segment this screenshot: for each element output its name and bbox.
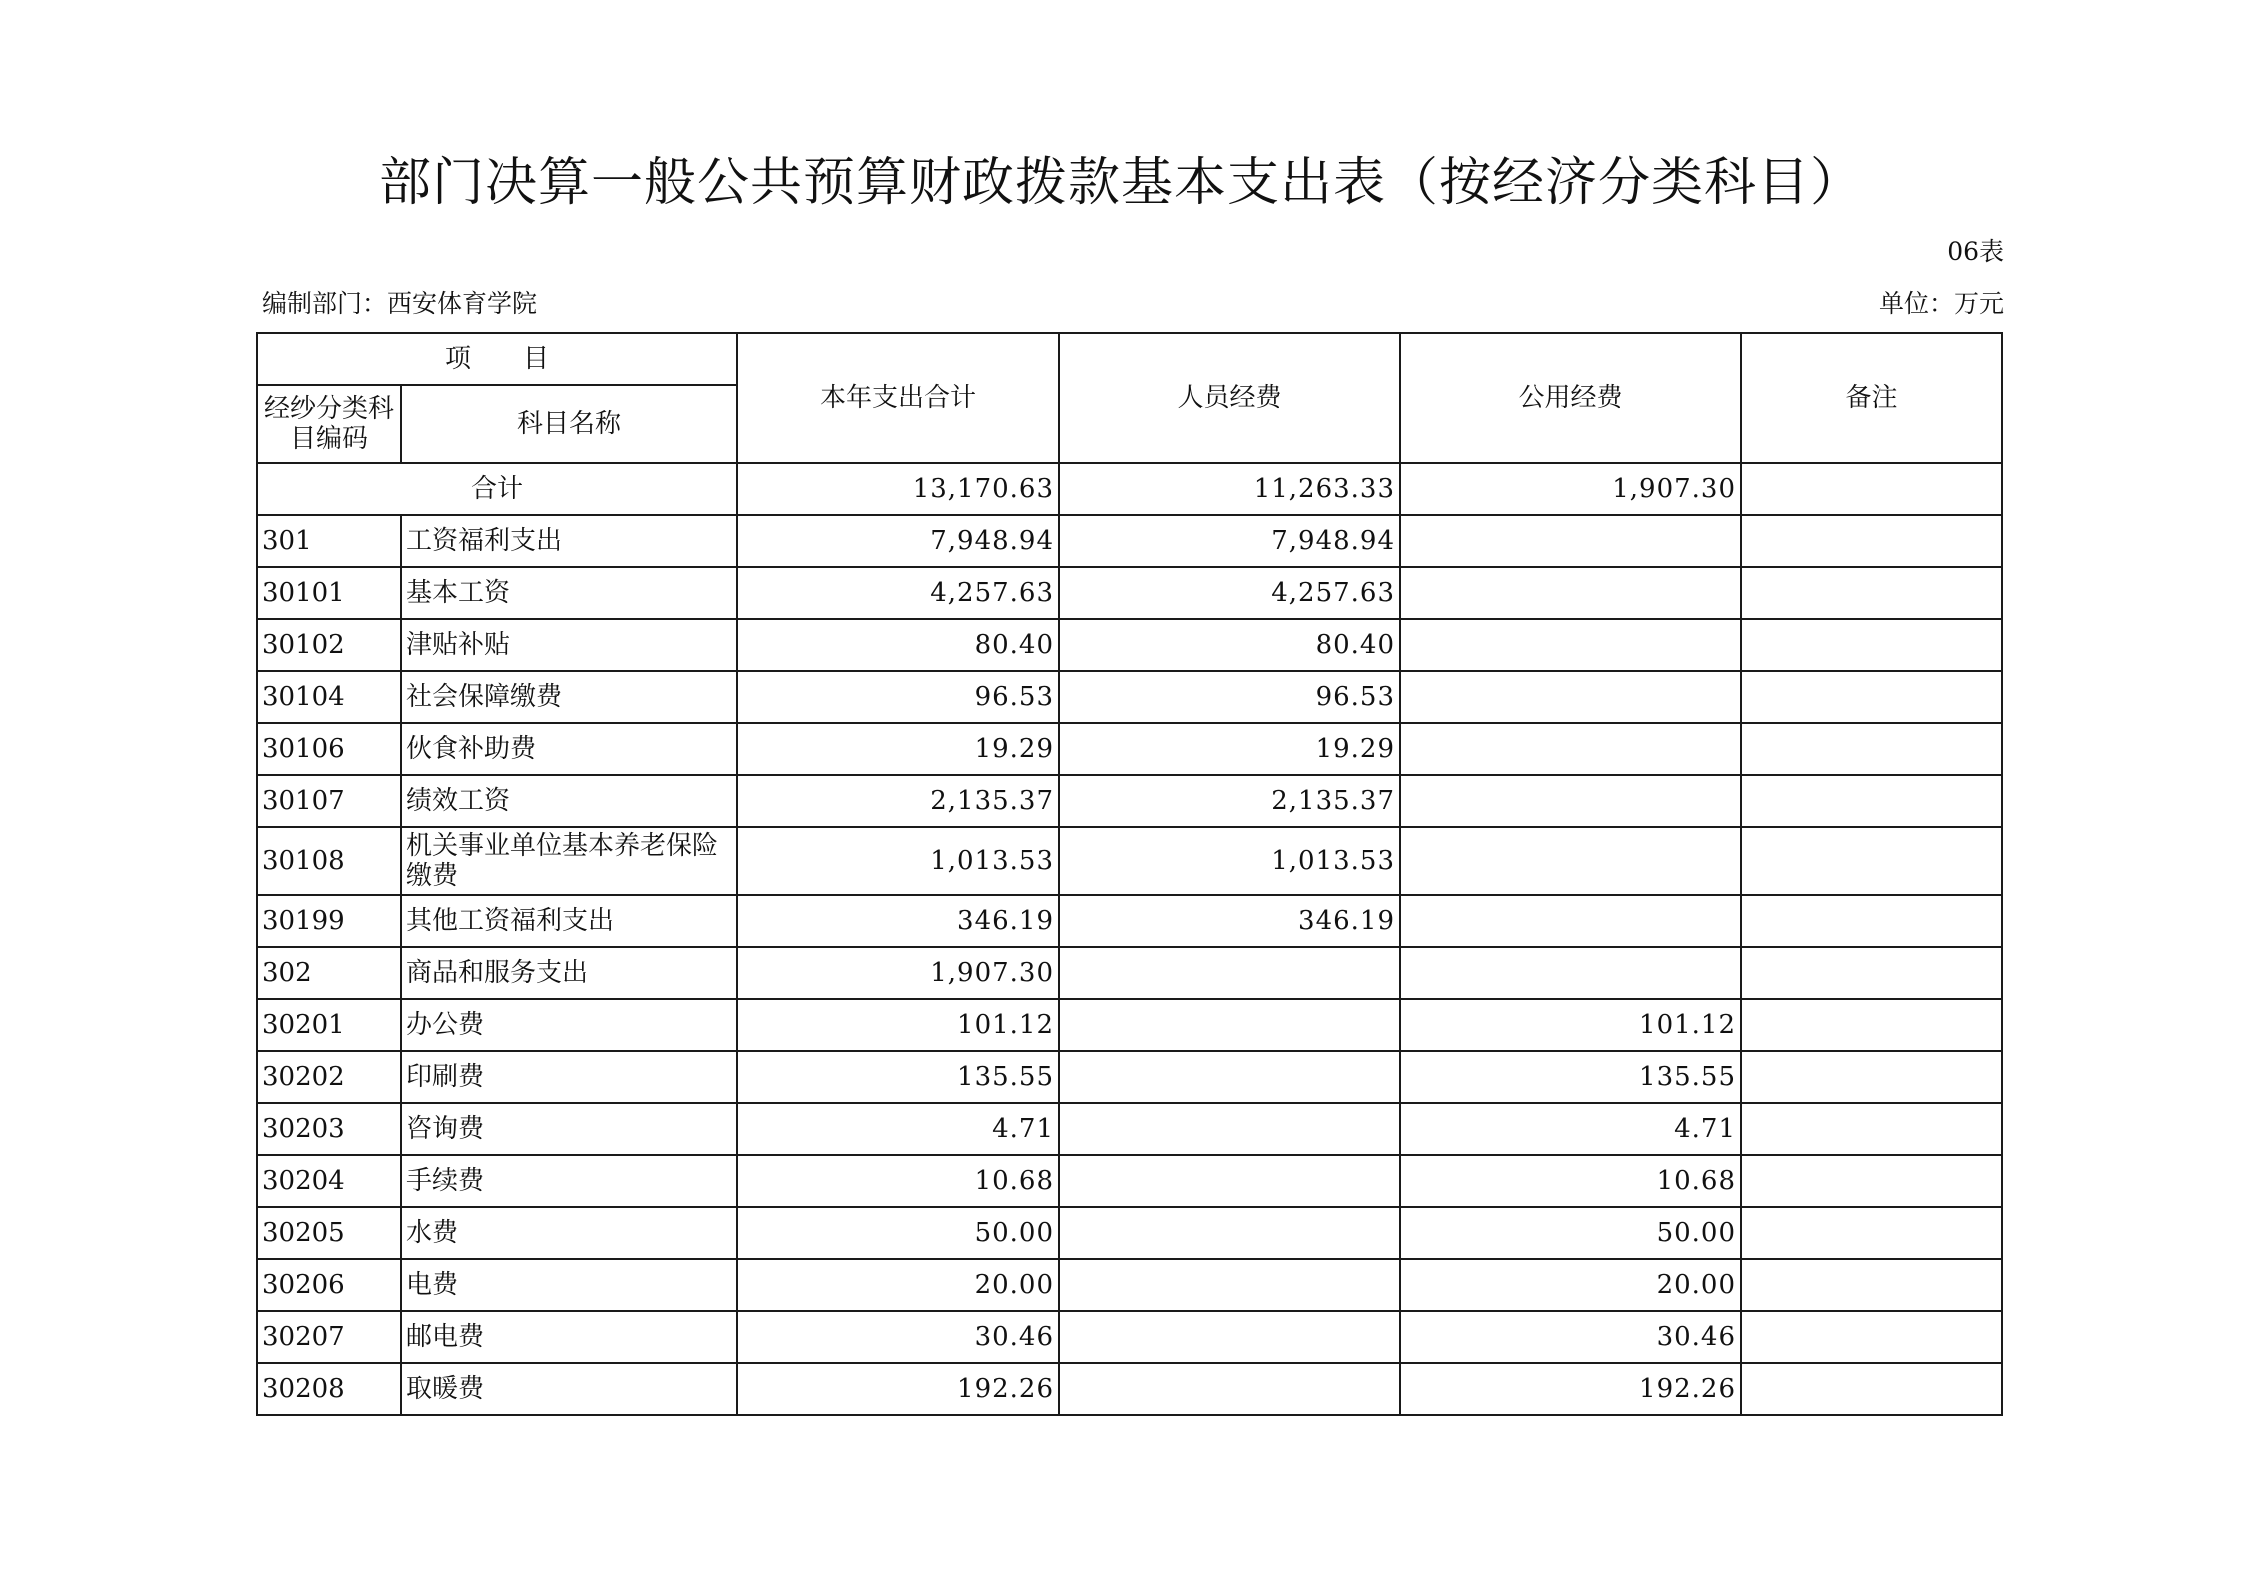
row-total: 96.53	[737, 671, 1059, 723]
row-public	[1400, 619, 1741, 671]
row-remark	[1741, 1155, 2002, 1207]
row-total: 101.12	[737, 999, 1059, 1051]
page-title: 部门决算一般公共预算财政拨款基本支出表（按经济分类科目）	[378, 153, 1863, 213]
row-name: 其他工资福利支出	[401, 895, 737, 947]
header-personnel: 人员经费	[1059, 333, 1400, 463]
row-personnel: 1,013.53	[1059, 827, 1400, 895]
row-public: 135.55	[1400, 1051, 1741, 1103]
row-remark	[1741, 515, 2002, 567]
row-public	[1400, 827, 1741, 895]
row-public	[1400, 947, 1741, 999]
table-row	[257, 1207, 2002, 1259]
row-public: 20.00	[1400, 1259, 1741, 1311]
row-remark	[1741, 1259, 2002, 1311]
row-code: 30206	[257, 1259, 401, 1311]
row-remark	[1741, 947, 2002, 999]
header-name: 科目名称	[401, 385, 737, 463]
row-remark	[1741, 1207, 2002, 1259]
row-personnel	[1059, 1207, 1400, 1259]
row-code: 30108	[257, 827, 401, 895]
total-label: 合计	[257, 463, 737, 515]
total-public: 1,907.30	[1400, 463, 1741, 515]
row-total: 7,948.94	[737, 515, 1059, 567]
row-name: 水费	[401, 1207, 737, 1259]
row-total: 192.26	[737, 1363, 1059, 1415]
row-remark	[1741, 775, 2002, 827]
row-personnel: 346.19	[1059, 895, 1400, 947]
row-code: 30201	[257, 999, 401, 1051]
row-code: 30208	[257, 1363, 401, 1415]
row-personnel: 4,257.63	[1059, 567, 1400, 619]
row-name: 工资福利支出	[401, 515, 737, 567]
header-remark: 备注	[1741, 333, 2002, 463]
row-name: 印刷费	[401, 1051, 737, 1103]
table-row	[257, 1363, 2002, 1415]
row-total: 80.40	[737, 619, 1059, 671]
compiling-department: 编制部门：西安体育学院	[262, 289, 538, 318]
row-personnel	[1059, 1363, 1400, 1415]
total-personnel: 11,263.33	[1059, 463, 1400, 515]
row-remark	[1741, 671, 2002, 723]
row-personnel	[1059, 947, 1400, 999]
row-code: 30205	[257, 1207, 401, 1259]
table-row	[257, 515, 2002, 567]
row-public	[1400, 671, 1741, 723]
total-row	[257, 463, 2002, 515]
row-name: 邮电费	[401, 1311, 737, 1363]
row-public	[1400, 895, 1741, 947]
row-public: 192.26	[1400, 1363, 1741, 1415]
row-name: 手续费	[401, 1155, 737, 1207]
row-total: 19.29	[737, 723, 1059, 775]
row-code: 30102	[257, 619, 401, 671]
row-name: 办公费	[401, 999, 737, 1051]
row-total: 4,257.63	[737, 567, 1059, 619]
row-personnel: 2,135.37	[1059, 775, 1400, 827]
row-public: 30.46	[1400, 1311, 1741, 1363]
table-row	[257, 723, 2002, 775]
table-row	[257, 567, 2002, 619]
row-name: 基本工资	[401, 567, 737, 619]
row-code: 30207	[257, 1311, 401, 1363]
row-personnel: 96.53	[1059, 671, 1400, 723]
row-code: 30104	[257, 671, 401, 723]
row-code: 30204	[257, 1155, 401, 1207]
table-row	[257, 1155, 2002, 1207]
table-row	[257, 999, 2002, 1051]
row-total: 50.00	[737, 1207, 1059, 1259]
header-total: 本年支出合计	[737, 333, 1059, 463]
row-code: 30203	[257, 1103, 401, 1155]
row-personnel: 7,948.94	[1059, 515, 1400, 567]
row-public	[1400, 775, 1741, 827]
table-body	[257, 333, 2002, 1415]
row-total: 30.46	[737, 1311, 1059, 1363]
row-total: 20.00	[737, 1259, 1059, 1311]
row-remark	[1741, 1311, 2002, 1363]
row-public: 50.00	[1400, 1207, 1741, 1259]
row-total: 135.55	[737, 1051, 1059, 1103]
row-public: 101.12	[1400, 999, 1741, 1051]
row-name: 机关事业单位基本养老保险缴费	[401, 827, 737, 895]
expenditure-table	[256, 332, 2003, 1416]
row-code: 301	[257, 515, 401, 567]
header-row-1	[257, 333, 2002, 385]
row-personnel	[1059, 1311, 1400, 1363]
row-remark	[1741, 1363, 2002, 1415]
row-code: 30101	[257, 567, 401, 619]
row-code: 30107	[257, 775, 401, 827]
row-name: 绩效工资	[401, 775, 737, 827]
table-row	[257, 1051, 2002, 1103]
row-remark	[1741, 1103, 2002, 1155]
row-remark	[1741, 827, 2002, 895]
total-remark	[1741, 463, 2002, 515]
row-total: 1,907.30	[737, 947, 1059, 999]
row-code: 30106	[257, 723, 401, 775]
row-name: 商品和服务支出	[401, 947, 737, 999]
row-total: 4.71	[737, 1103, 1059, 1155]
row-name: 电费	[401, 1259, 737, 1311]
table-row	[257, 1259, 2002, 1311]
row-personnel	[1059, 1103, 1400, 1155]
row-name: 取暖费	[401, 1363, 737, 1415]
row-total: 1,013.53	[737, 827, 1059, 895]
row-code: 30202	[257, 1051, 401, 1103]
header-code: 经纱分类科目编码	[257, 385, 401, 463]
row-personnel	[1059, 1051, 1400, 1103]
row-name: 津贴补贴	[401, 619, 737, 671]
row-remark	[1741, 895, 2002, 947]
row-public: 4.71	[1400, 1103, 1741, 1155]
row-total: 2,135.37	[737, 775, 1059, 827]
table-row	[257, 619, 2002, 671]
table-number: 06表	[1947, 237, 2004, 266]
row-remark	[1741, 723, 2002, 775]
unit-label: 单位：万元	[1878, 289, 2004, 318]
table-row	[257, 1103, 2002, 1155]
row-name: 社会保障缴费	[401, 671, 737, 723]
row-public	[1400, 567, 1741, 619]
row-remark	[1741, 999, 2002, 1051]
table-row	[257, 895, 2002, 947]
header-public: 公用经费	[1400, 333, 1741, 463]
row-total: 346.19	[737, 895, 1059, 947]
header-project: 项 目	[257, 333, 737, 385]
row-personnel: 80.40	[1059, 619, 1400, 671]
row-name: 伙食补助费	[401, 723, 737, 775]
row-name: 咨询费	[401, 1103, 737, 1155]
row-personnel	[1059, 1155, 1400, 1207]
row-total: 10.68	[737, 1155, 1059, 1207]
table-row	[257, 1311, 2002, 1363]
table-row	[257, 775, 2002, 827]
row-code: 302	[257, 947, 401, 999]
row-remark	[1741, 1051, 2002, 1103]
row-remark	[1741, 567, 2002, 619]
total-amount: 13,170.63	[737, 463, 1059, 515]
table-row	[257, 671, 2002, 723]
row-code: 30199	[257, 895, 401, 947]
row-remark	[1741, 619, 2002, 671]
row-personnel: 19.29	[1059, 723, 1400, 775]
row-personnel	[1059, 1259, 1400, 1311]
row-public: 10.68	[1400, 1155, 1741, 1207]
row-public	[1400, 515, 1741, 567]
row-personnel	[1059, 999, 1400, 1051]
table-row	[257, 827, 2002, 895]
row-public	[1400, 723, 1741, 775]
table-row	[257, 947, 2002, 999]
